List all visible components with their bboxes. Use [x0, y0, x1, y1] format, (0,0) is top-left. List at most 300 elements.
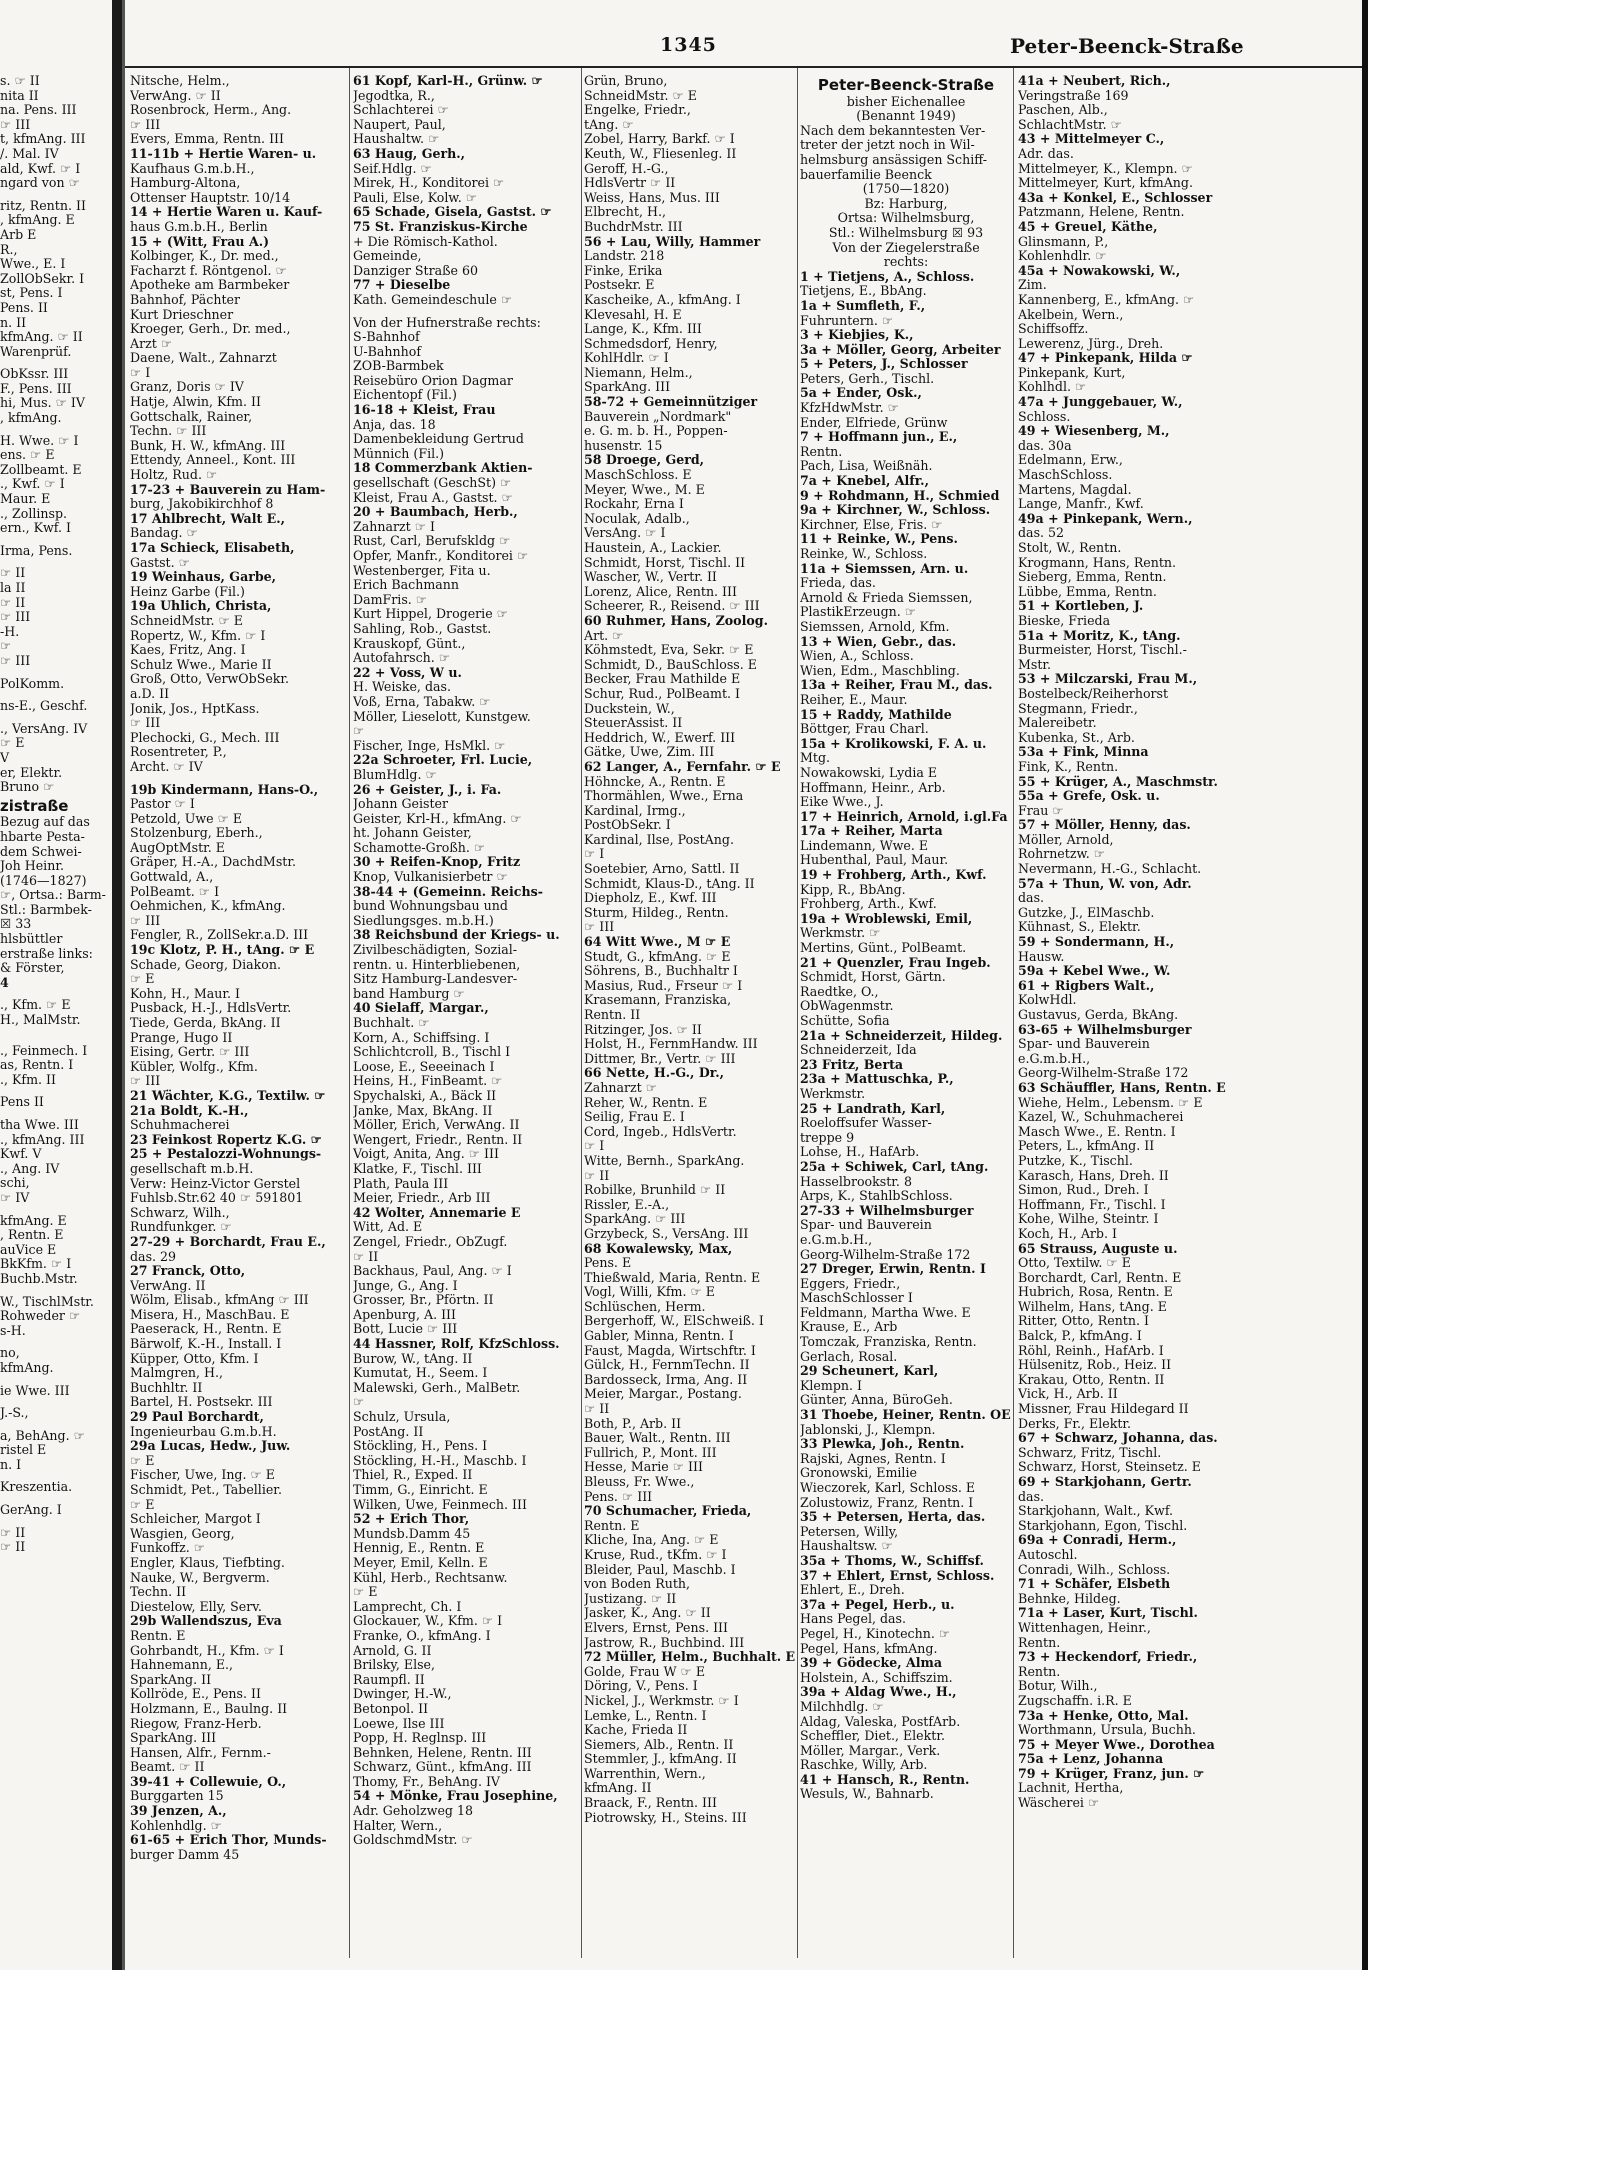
resident-entry: Wien, Edm., Maschbling.: [800, 663, 960, 678]
spacer: [0, 1518, 108, 1526]
resident-entry: ☞ II: [584, 1402, 610, 1417]
house-number-entry: 53a + Fink, Minna: [1018, 745, 1149, 760]
resident-entry: Burmeister, Horst, Tischl.-: [1018, 643, 1187, 658]
page-edge: [1362, 0, 1368, 1970]
house-number-entry: 19 + Frohberg, Arth., Kwf.: [800, 868, 987, 883]
resident-entry: Opfer, Manfr., Konditorei ☞: [353, 549, 529, 563]
resident-entry: Wäscherei ☞: [1018, 1796, 1100, 1811]
resident-entry: Gutzke, J., ElMaschb.: [1018, 905, 1155, 920]
resident-entry: ☞: [0, 639, 12, 654]
resident-entry: Kreszentia.: [0, 1480, 73, 1495]
resident-entry: Höhncke, A., Rentn. E: [584, 774, 726, 789]
resident-entry: Kohlenhdlg. ☞: [130, 1818, 222, 1833]
house-number-entry: 39 Jenzen, A.,: [130, 1804, 227, 1819]
resident-entry: Franke, O., kfmAng. I: [353, 1628, 491, 1643]
resident-entry: Karasch, Hans, Dreh. II: [1018, 1168, 1169, 1183]
resident-entry: Georg-Wilhelm-Straße 172: [800, 1247, 971, 1262]
resident-entry: e.G.m.b.H.,: [800, 1232, 873, 1247]
resident-entry: ngard von ☞: [0, 176, 80, 191]
resident-entry: Jegodtka, R.,: [353, 88, 435, 103]
resident-entry: ☞ II: [584, 1168, 610, 1183]
house-number-entry: 63-65 + Wilhelmsburger: [1018, 1022, 1192, 1037]
resident-entry: Werkmstr. ☞: [800, 926, 881, 941]
resident-entry: gesellschaft m.b.H.: [130, 1161, 254, 1176]
house-number-entry: 57a + Thun, W. von, Adr.: [1018, 876, 1192, 891]
resident-entry: Hamburg-Altona,: [130, 176, 241, 191]
resident-entry: AugOptMstr. E: [130, 840, 225, 855]
resident-entry: Pegel, Hans, kfmAng.: [800, 1641, 938, 1656]
house-number-entry: 37 + Ehlert, Ernst, Schloss.: [800, 1568, 995, 1583]
resident-entry: Haushaltw. ☞: [353, 132, 440, 147]
resident-entry: Beamt. ☞ II: [130, 1760, 205, 1775]
spacer: [0, 691, 108, 699]
house-number-entry: 15 + (Witt, Frau A.): [130, 234, 270, 249]
resident-entry: Rockahr, Erna I: [584, 497, 684, 512]
resident-entry: Noculak, Adalb.,: [584, 511, 690, 526]
house-number-entry: 45 + Greuel, Käthe,: [1018, 219, 1158, 234]
resident-entry: ☞ II: [0, 1525, 26, 1540]
house-number-entry: 42 Wolter, Annemarie E: [353, 1205, 521, 1220]
resident-entry: Kohn, H., Maur. I: [130, 986, 241, 1001]
resident-entry: Bezug auf das: [0, 815, 90, 830]
resident-entry: Ettendy, Anneel., Kont. III: [130, 453, 296, 468]
house-number-entry: 40 Sielaff, Margar.,: [353, 1001, 489, 1016]
resident-entry: Apotheke am Barmbeker: [130, 278, 290, 293]
house-number-entry: 77 + Dieselbe: [353, 278, 451, 293]
spacer: [0, 536, 108, 544]
resident-entry: Bauverein „Nordmark": [584, 409, 732, 424]
house-number-entry: 38 Reichsbund der Kriegs- u.: [353, 928, 560, 943]
resident-entry: Worthmann, Ursula, Buchh.: [1018, 1723, 1196, 1738]
resident-entry: ie Wwe. III: [0, 1383, 70, 1398]
resident-entry: Rosenbrock, Herm., Ang.: [130, 103, 292, 118]
resident-entry: Buchb.Mstr.: [0, 1271, 78, 1286]
house-number-entry: 51a + Moritz, K., tAng.: [1018, 628, 1181, 643]
resident-entry: rentn. u. Hinterbliebenen,: [353, 957, 521, 972]
resident-entry: Hoffmann, Heinr., Arb.: [800, 780, 946, 795]
resident-entry: Krakau, Otto, Rentn. II: [1018, 1372, 1165, 1387]
house-number-entry: 54 + Mönke, Frau Josephine,: [353, 1789, 558, 1804]
resident-entry: Bartel, H. Postsekr. III: [130, 1395, 273, 1410]
resident-entry: Bandag. ☞: [130, 526, 198, 541]
resident-entry: la II: [0, 581, 26, 595]
resident-entry: Werkmstr.: [800, 1086, 866, 1101]
resident-entry: Raedtke, O.,: [800, 984, 879, 999]
resident-entry: Elvers, Ernst, Pens. III: [584, 1620, 728, 1635]
house-number-entry: 49a + Pinkepank, Wern.,: [1018, 511, 1193, 526]
resident-entry: HdlsVertr ☞ II: [584, 176, 676, 191]
house-number-entry: 23a + Mattuschka, P.,: [800, 1072, 954, 1087]
resident-entry: GerAng. I: [0, 1503, 62, 1518]
resident-entry: Ritzinger, Jos. ☞ II: [584, 1022, 702, 1037]
column-divider: [1013, 68, 1014, 1958]
resident-entry: Korn, A., Schiffsing. I: [353, 1030, 490, 1045]
house-number-entry: 22a Schroeter, Frl. Lucie,: [353, 753, 533, 768]
house-number-entry: 14 + Hertie Waren u. Kauf-: [130, 205, 323, 220]
spacer: [0, 426, 108, 434]
resident-entry: ristel E: [0, 1443, 47, 1458]
resident-entry: Holst, H., FernmHandw. III: [584, 1037, 758, 1052]
resident-entry: ☞ E: [0, 736, 25, 751]
directory-column-3: [584, 74, 796, 1825]
resident-entry: Heddrich, W., Ewerf. III: [584, 730, 736, 745]
resident-entry: husenstr. 15: [584, 438, 663, 453]
house-number-entry: 71 + Schäfer, Elsbeth: [1018, 1577, 1171, 1592]
resident-entry: MaschSchloss. E: [584, 468, 692, 483]
resident-entry: Gerlach, Rosal.: [800, 1349, 898, 1364]
resident-entry: Von der Hufnerstraße rechts:: [353, 315, 541, 330]
resident-entry: Plechocki, G., Mech. III: [130, 730, 280, 745]
resident-entry: Peters, Gerh., Tischl.: [800, 371, 935, 386]
resident-entry: ☞ IV: [0, 1190, 30, 1205]
resident-entry: ☞ E: [130, 972, 155, 987]
directory-column-2: [353, 74, 585, 1848]
book-spine-shadow: [112, 0, 122, 1970]
resident-entry: Hennig, E., Rentn. E: [353, 1541, 485, 1556]
house-number-entry: 27-29 + Borchardt, Frau E.,: [130, 1234, 326, 1249]
resident-entry: Kroeger, Gerh., Dr. med.,: [130, 322, 291, 337]
resident-entry: Westenberger, Fita u.: [353, 563, 491, 578]
resident-entry: Stöckling, H., Pens. I: [353, 1439, 488, 1454]
resident-entry: Wwe., E. I: [0, 257, 66, 272]
resident-entry: na. Pens. III: [0, 103, 77, 118]
street-info-line: Bz: Harburg,: [864, 196, 948, 211]
house-number-entry: 75a + Lenz, Johanna: [1018, 1752, 1164, 1767]
resident-entry: das.: [1018, 1489, 1045, 1504]
resident-entry: Jastrow, R., Buchbind. III: [584, 1635, 745, 1650]
resident-entry: Tietjens, E., BbAng.: [800, 284, 927, 299]
resident-entry: Stegmann, Friedr.,: [1018, 701, 1138, 716]
resident-entry: Lange, Manfr., Kwf.: [1018, 497, 1144, 512]
resident-entry: Gätke, Uwe, Zim. III: [584, 745, 715, 760]
resident-entry: Küpper, Otto, Kfm. I: [130, 1351, 259, 1366]
resident-entry: Behnke, Hildeg.: [1018, 1591, 1121, 1606]
house-number-entry: 35 + Petersen, Herta, das.: [800, 1510, 986, 1525]
resident-entry: PolBeamt. ☞ I: [130, 884, 220, 899]
house-number-entry: 65 Schade, Gisela, Gastst. ☞: [353, 205, 552, 220]
resident-entry: Gabler, Minna, Rentn. I: [584, 1329, 734, 1344]
resident-entry: Loewe, Ilse III: [353, 1716, 445, 1731]
resident-entry: Jonik, Jos., HptKass.: [130, 701, 260, 716]
resident-entry: & Förster,: [0, 961, 65, 976]
resident-entry: Malmgren, H.,: [130, 1366, 224, 1381]
resident-entry: Adr. Geholzweg 18: [353, 1804, 473, 1819]
resident-entry: Gustavus, Gerda, BkAng.: [1018, 1008, 1179, 1022]
resident-entry: Diepholz, E., Kwf. III: [584, 891, 717, 906]
resident-entry: no,: [0, 1346, 20, 1361]
resident-entry: Kache, Frieda II: [584, 1723, 688, 1738]
spacer: [0, 191, 108, 199]
resident-entry: Schmidt, Klaus-D., tAng. II: [584, 876, 755, 891]
resident-entry: Geroff, H.-G.,: [584, 161, 669, 176]
resident-entry: Wittenhagen, Heinr.,: [1018, 1620, 1151, 1635]
resident-entry: Veringstraße 169: [1018, 88, 1129, 103]
resident-entry: Mtg.: [800, 751, 831, 766]
previous-page-fragment-column: [0, 74, 108, 1555]
resident-entry: bund Wohnungsbau und: [353, 899, 508, 914]
resident-entry: n. I: [0, 1457, 22, 1472]
resident-entry: Pach, Lisa, Weißnäh.: [800, 459, 933, 474]
resident-entry: Wesuls, W., Bahnarb.: [800, 1787, 934, 1802]
resident-entry: Schuhmacherei: [130, 1118, 230, 1133]
resident-entry: Facharzt f. Röntgenol. ☞: [130, 263, 287, 278]
spacer: [0, 359, 108, 367]
resident-entry: Backhaus, Paul, Ang. ☞ I: [353, 1264, 512, 1279]
resident-entry: Kascheike, A., kfmAng. I: [584, 292, 741, 307]
resident-entry: Glinsmann, P.,: [1018, 234, 1109, 249]
street-info-line: Ortsa: Wilhelmsburg,: [837, 211, 975, 226]
resident-entry: Schütte, Sofia: [800, 1014, 890, 1028]
resident-entry: Missner, Frau Hildegard II: [1018, 1402, 1189, 1417]
resident-entry: MaschSchlosser I: [800, 1291, 913, 1306]
resident-entry: Stolzenburg, Eberh.,: [130, 826, 263, 841]
house-number-entry: 62 Langer, A., Fernfahr. ☞ E: [584, 759, 781, 774]
resident-entry: Studt, G., kfmAng. ☞ E: [584, 949, 731, 964]
spacer: [0, 1495, 108, 1503]
resident-entry: Hahnemann, E.,: [130, 1658, 234, 1673]
resident-entry: Möller, Margar., Verk.: [800, 1743, 941, 1758]
house-number-entry: 65 Strauss, Auguste u.: [1018, 1241, 1178, 1256]
resident-entry: BuchdrMstr. III: [584, 219, 683, 234]
resident-entry: s-H.: [0, 1323, 26, 1338]
resident-entry: das.: [1018, 891, 1045, 906]
resident-entry: U-Bahnhof: [353, 344, 421, 359]
house-number-entry: 51 + Kortleben, J.: [1018, 599, 1144, 614]
resident-entry: Wengert, Friedr., Rentn. II: [353, 1132, 523, 1147]
spacer: [353, 308, 585, 316]
resident-entry: Holstein, A., Schiffszim.: [800, 1670, 953, 1685]
resident-entry: Dittmer, Br., Vertr. ☞ III: [584, 1051, 736, 1066]
resident-entry: , Rentn. E: [0, 1228, 64, 1243]
resident-entry: Scheerer, R., Reisend. ☞ III: [584, 599, 760, 614]
house-number-entry: 13 + Wien, Gebr., das.: [800, 634, 957, 649]
resident-entry: Fullrich, P., Mont. III: [584, 1445, 717, 1460]
resident-entry: Thomy, Fr., BehAng. IV: [353, 1774, 501, 1789]
resident-entry: VerwAng. ☞ II: [130, 88, 221, 103]
resident-entry: kfmAng. ☞ II: [0, 330, 83, 345]
resident-entry: GoldschmdMstr. ☞: [353, 1833, 473, 1848]
resident-entry: Spar- und Bauverein: [1018, 1037, 1150, 1052]
street-info-line: bisher Eichenallee: [846, 94, 966, 109]
resident-entry: Fengler, R., ZollSekr.a.D. III: [130, 928, 309, 943]
resident-entry: Krauskopf, Günt.,: [353, 636, 466, 651]
resident-entry: KolwHdl.: [1018, 993, 1077, 1008]
resident-entry: Masch Wwe., E. Rentn. I: [1018, 1124, 1176, 1139]
resident-entry: Anja, das. 18: [353, 417, 436, 432]
resident-entry: ☞: [353, 724, 365, 739]
resident-entry: Behnken, Helene, Rentn. III: [353, 1745, 532, 1760]
resident-entry: Frohberg, Arth., Kwf.: [800, 897, 937, 912]
resident-entry: Tomczak, Franziska, Rentn.: [800, 1335, 977, 1350]
resident-entry: Bleider, Paul, Maschb. I: [584, 1562, 736, 1577]
resident-entry: Voß, Erna, Tabakw. ☞: [353, 694, 491, 709]
house-number-entry: 17 + Heinrich, Arnold, i.gl.Fa: [800, 809, 1008, 824]
resident-entry: ☞ II: [353, 1249, 379, 1264]
resident-entry: Malereibetr.: [1018, 716, 1097, 731]
house-number-entry: 73a + Henke, Otto, Mal.: [1018, 1708, 1189, 1723]
resident-entry: Seilig, Frau E. I: [584, 1110, 685, 1125]
resident-entry: Kollröde, E., Pens. II: [130, 1687, 261, 1702]
resident-entry: ., Kfm. ☞ E: [0, 998, 71, 1013]
resident-entry: Sturm, Hildeg., Rentn.: [584, 905, 729, 920]
resident-entry: ., Zollinsp.: [0, 506, 68, 521]
house-number-entry: 16-18 + Kleist, Frau: [353, 403, 496, 418]
resident-entry: Landstr. 218: [584, 249, 665, 264]
resident-entry: ☞: [353, 1395, 365, 1410]
resident-entry: Mirek, H., Konditorei ☞: [353, 176, 505, 191]
resident-entry: ☞ E: [130, 1453, 155, 1468]
resident-entry: Ender, Elfriede, Grünw: [800, 415, 948, 430]
resident-entry: Botur, Wilh.,: [1018, 1679, 1098, 1694]
resident-entry: e.G.m.b.H.,: [1018, 1051, 1091, 1066]
resident-entry: Möller, Arnold,: [1018, 832, 1114, 847]
resident-entry: Hülsenitz, Rob., Heiz. II: [1018, 1358, 1172, 1373]
resident-entry: Haushaltsw. ☞: [800, 1539, 893, 1554]
resident-entry: Lohse, H., HafArb.: [800, 1145, 920, 1160]
resident-entry: Schwarz, Günt., kfmAng. III: [353, 1760, 532, 1775]
directory-column-5: [1018, 74, 1356, 1811]
house-number-entry: 19a Uhlich, Christa,: [130, 599, 272, 614]
resident-entry: Reinke, W., Schloss.: [800, 547, 928, 561]
resident-entry: Pens. II: [0, 300, 48, 315]
resident-entry: Schulz, Ursula,: [353, 1410, 451, 1425]
resident-entry: auVice E: [0, 1242, 57, 1257]
resident-entry: Danziger Straße 60: [353, 263, 479, 278]
resident-entry: Kohe, Wilhe, Steintr. I: [1018, 1212, 1159, 1227]
resident-entry: Kaufhaus G.m.b.H.,: [130, 161, 255, 176]
resident-entry: Hasselbrookstr. 8: [800, 1174, 912, 1189]
house-number-entry: 21a Boldt, K.-H.,: [130, 1103, 249, 1118]
resident-entry: bauerfamilie Beenck: [800, 167, 932, 182]
resident-entry: er, Elektr.: [0, 765, 63, 780]
resident-entry: Martens, Magdal.: [1018, 482, 1132, 497]
resident-entry: Lindemann, Wwe. E: [800, 838, 929, 853]
resident-entry: Kipp, R., BbAng.: [800, 882, 906, 897]
house-number-entry: 39a + Aldag Wwe., H.,: [800, 1685, 957, 1700]
resident-entry: Jasker, K., Ang. ☞ II: [584, 1606, 711, 1621]
house-number-entry: 39 + Gödecke, Alma: [800, 1656, 943, 1671]
spacer: [0, 1036, 108, 1044]
resident-entry: t, kfmAng. III: [0, 132, 86, 147]
resident-entry: Georg-Wilhelm-Straße 172: [1018, 1066, 1189, 1081]
resident-entry: ☞ I: [584, 1139, 605, 1154]
resident-entry: Zobel, Harry, Barkf. ☞ I: [584, 132, 735, 147]
resident-entry: Kannenberg, E., kfmAng. ☞: [1018, 292, 1195, 307]
house-number-entry: 13a + Reiher, Frau M., das.: [800, 678, 993, 693]
house-number-entry: 41 + Hansch, R., Rentn.: [800, 1772, 970, 1787]
resident-entry: Möller, Lieselott, Kunstgew.: [353, 709, 531, 724]
house-number-entry: 22 + Voss, W u.: [353, 665, 462, 680]
resident-entry: Putzke, K., Tischl.: [1018, 1153, 1133, 1168]
resident-entry: Bieske, Frieda: [1018, 613, 1111, 628]
resident-entry: Lübbe, Emma, Rentn.: [1018, 584, 1157, 599]
resident-entry: Hans Pegel, das.: [800, 1612, 907, 1627]
resident-entry: Nitsche, Helm.,: [130, 74, 230, 88]
spacer: [0, 1421, 108, 1429]
resident-entry: Adr. das.: [1018, 146, 1074, 161]
resident-entry: Derks, Fr., Elektr.: [1018, 1416, 1132, 1431]
resident-entry: PlastikErzeugn. ☞: [800, 605, 917, 620]
resident-entry: Kath. Gemeindeschule ☞: [353, 292, 513, 307]
resident-entry: Wieczorek, Karl, Schloss. E: [800, 1481, 976, 1495]
house-number-entry: 7a + Knebel, Alfr.,: [800, 474, 929, 489]
resident-entry: Duckstein, W.,: [584, 701, 675, 716]
resident-entry: Pusback, H.-J., HdlsVertr.: [130, 1001, 292, 1016]
resident-entry: Weiss, Hans, Mus. III: [584, 190, 720, 205]
resident-entry: Hesse, Marie ☞ III: [584, 1460, 703, 1475]
resident-entry: s. ☞ II: [0, 74, 40, 88]
resident-entry: ., Ang. IV: [0, 1161, 60, 1176]
resident-entry: Otto, Textilw. ☞ E: [1018, 1256, 1131, 1271]
house-number-entry: 9 + Rohdmann, H., Schmied: [800, 488, 1000, 503]
resident-entry: Ottenser Hauptstr. 10/14: [130, 190, 291, 205]
resident-entry: haus G.m.b.H., Berlin: [130, 219, 268, 234]
resident-entry: treppe 9: [800, 1130, 855, 1145]
resident-entry: SchneidMstr. ☞ E: [130, 613, 243, 628]
house-number-entry: 19a + Wroblewski, Emil,: [800, 911, 973, 926]
resident-entry: Zolustowiz, Franz, Rentn. I: [800, 1495, 974, 1510]
resident-entry: BkKfm. ☞ I: [0, 1257, 72, 1272]
house-number-entry: 26 + Geister, J., i. Fa.: [353, 782, 502, 797]
resident-entry: Bruno ☞: [0, 780, 55, 795]
resident-entry: ☞ II: [0, 1540, 26, 1555]
resident-entry: Arzt ☞: [130, 336, 173, 351]
resident-entry: Pauli, Else, Kolw. ☞: [353, 190, 477, 205]
resident-entry: Bleuss, Fr. Wwe.,: [584, 1475, 695, 1489]
resident-entry: Stl.: Barmbek-: [0, 902, 92, 917]
resident-entry: Elbrecht, H.,: [584, 205, 666, 220]
resident-entry: Faust, Magda, Wirtschftr. I: [584, 1343, 756, 1358]
resident-entry: Brilsky, Else,: [353, 1658, 436, 1673]
resident-entry: Kardinal, Ilse, PostAng.: [584, 832, 734, 847]
resident-entry: Wölm, Elisab., kfmAng ☞ III: [130, 1293, 309, 1308]
resident-entry: Techn. ☞ III: [130, 424, 207, 439]
resident-entry: ☞ III: [0, 117, 31, 132]
resident-entry: ens. ☞ E: [0, 448, 55, 463]
resident-entry: R.,: [0, 242, 18, 257]
resident-entry: Wilhelm, Hans, tAng. E: [1018, 1299, 1167, 1314]
resident-entry: Autofahrsch. ☞: [353, 651, 451, 666]
house-number-entry: 30 + Reifen-Knop, Fritz: [353, 855, 521, 870]
resident-entry: Ritter, Otto, Rentn. I: [1018, 1314, 1149, 1329]
resident-entry: Kaes, Fritz, Ang. I: [130, 643, 246, 658]
house-number-entry: 31 Thoebe, Heiner, Rentn. OE: [800, 1408, 1011, 1423]
resident-entry: Klatke, F., Tischl. III: [353, 1161, 482, 1176]
house-number-entry: 1 + Tietjens, A., Schloss.: [800, 269, 975, 284]
resident-entry: ZollObSekr. I: [0, 271, 85, 286]
street-section-heading: Peter-Beenck-Straße: [817, 78, 995, 93]
resident-entry: Meyer, Emil, Kelln. E: [353, 1555, 488, 1570]
resident-entry: Schlüschen, Herm.: [584, 1299, 706, 1314]
resident-entry: SchneidMstr. ☞ E: [584, 88, 697, 103]
resident-entry: Fischer, Uwe, Ing. ☞ E: [130, 1468, 275, 1483]
resident-entry: Hatje, Alwin, Kfm. II: [130, 395, 261, 410]
resident-entry: Groß, Otto, VerwObSekr.: [130, 672, 290, 687]
house-number-entry: 23 Feinkost Ropertz K.G. ☞: [130, 1132, 322, 1147]
resident-entry: das. 30a: [1018, 438, 1072, 453]
resident-entry: Döring, V., Pens. I: [584, 1679, 698, 1694]
house-number-entry: 55 + Krüger, A., Maschmstr.: [1018, 774, 1218, 789]
resident-entry: Geister, Krl-H., kfmAng. ☞: [353, 811, 522, 826]
house-number-entry: 7 + Hoffmann jun., E.,: [800, 430, 958, 445]
resident-entry: Glockauer, W., Kfm. ☞ I: [353, 1614, 503, 1629]
resident-entry: Gräper, H.-A., DachdMstr.: [130, 855, 296, 870]
resident-entry: ., kfmAng. III: [0, 1132, 85, 1147]
resident-entry: SchlachtMstr. ☞: [1018, 117, 1122, 132]
house-number-entry: 1a + Sumfleth, F.,: [800, 298, 926, 313]
resident-entry: Spar- und Bauverein: [800, 1218, 932, 1233]
resident-entry: ns-E., Geschf.: [0, 699, 88, 714]
